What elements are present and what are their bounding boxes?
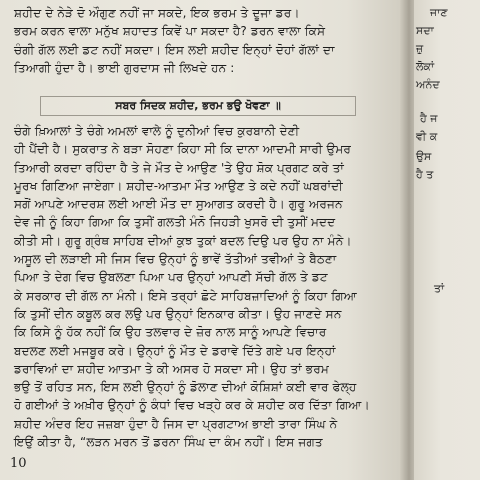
right-page: [414, 0, 480, 480]
right-fragment: ਜ਼ੁ: [416, 42, 424, 55]
right-fragment: ਜਾਣ: [430, 6, 448, 19]
right-fragment: ਹੈ ਜ: [420, 112, 438, 125]
page-number: 10: [10, 456, 27, 471]
right-fragment: ਲੋਕਾਂ: [416, 60, 435, 73]
right-fragment: ਉਸ: [416, 150, 432, 163]
right-fragment: ਸਦਾ: [416, 24, 434, 37]
right-fragment: ਤਾਂ: [434, 282, 445, 295]
right-fragment: ਅਨੰਦ: [416, 78, 440, 91]
paragraph-2: ਚੰਗੇ ਖ਼ਿਆਲਾਂ ਤੇ ਚੰਗੇ ਅਮਲਾਂ ਵਾਲੇ ਨੂੰ ਦੁਨੀਆਂ ਵਿਚ ਕੁਰਬਾਨੀ ਦੇਣੀ ਹੀ ਪੈਂਦੀ ਹੈ। ਸੁਕਰਾਤ ਨੇ ਬੜਾ ਸੋਹਣਾ ਕਿਹਾ ਸੀ ਕਿ ਦਾਨਾ ਆਦਮੀ ਸਾਰੀ ਉਮਰ ਤਿਆਰੀ ਕਰਦਾ ਰਹਿੰਦਾ ਹੈ ਤੇ ਜੇ ਮੌਤ ਦੇ ਆਉਣ 'ਤੇ ਉਹ ਸ਼ੋਕ ਪ੍ਰਗਟ ਕਰੇ ਤਾਂ ਮੂਰਖ ਗਿਣਿਆ ਜਾਏਗਾ। ਸ਼ਹੀਦ-ਆਤਮਾ ਮੌਤ ਆਉਣ ਤੇ ਕਦੇ ਨਹੀਂ ਘਬਰਾਂਦੀ ਸਗੋਂ ਆਪਣੇ ਆਦਰਸ਼ ਲਈ ਆਈ ਮੌਤ ਦਾ ਸੁਆਗਤ ਕਰਦੀ ਹੈ। ਗੁਰੂ ਅਰਜਨ ਦੇਵ ਜੀ ਨੂੰ ਕਿਹਾ ਗਿਆ ਕਿ ਤੁਸੀਂ ਗਲਤੀ ਮੰਨੋ ਜਿਹੜੀ ਖੁਸਰੋ ਦੀ ਤੁਸੀਂ ਮਦਦ ਕੀਤੀ ਸੀ। ਗੁਰੂ ਗ੍ਰੰਥ ਸਾਹਿਬ ਦੀਆਂ ਕੁਝ ਤੁਕਾਂ ਬਦਲ ਦਿਉ ਪਰ ਉਹ ਨਾ ਮੰਨੇ। ਅਸੂਲ ਦੀ ਲੜਾਈ ਸੀ ਜਿਸ ਵਿਚ ਉਨ੍ਹਾਂ ਨੂੰ ਭਾਵੇਂ ਤੱਤੀਆਂ ਤਵੀਆਂ ਤੇ ਬੈਠਣਾ ਪਿਆ ਤੇ ਦੇਗ ਵਿਚ ਉਬਲਣਾ ਪਿਆ ਪਰ ਉਨ੍ਹਾਂ ਆਪਣੀ ਸੱਚੀ ਗੱਲ ਤੇ ਡਟ ਕੇ ਸਰਕਾਰ ਦੀ ਗੱਲ ਨਾ ਮੰਨੀ। ਇਸੇ ਤਰ੍ਹਾਂ ਛੋਟੇ ਸਾਹਿਬਜ਼ਾਦਿਆਂ ਨੂੰ ਕਿਹਾ ਗਿਆ ਕਿ ਤੁਸੀਂ ਦੀਨ ਕਬੂਲ ਕਰ ਲਉ ਪਰ ਉਨ੍ਹਾਂ ਇਨਕਾਰ ਕੀਤਾ। ਉਹ ਜਾਣਦੇ ਸਨ ਕਿ ਕਿਸੇ ਨੂੰ ਹੱਕ ਨਹੀਂ ਕਿ ਉਹ ਤਲਵਾਰ ਦੇ ਜ਼ੋਰ ਨਾਲ ਸਾਨੂੰ ਆਪਣੇ ਵਿਚਾਰ ਬਦਲਣ ਲਈ ਮਜਬੂਰ ਕਰੇ। ਉਨ੍ਹਾਂ ਨੂੰ ਮੌਤ ਦੇ ਡਰਾਵੇ ਦਿੱਤੇ ਗਏ ਪਰ ਇਨ੍ਹਾਂ ਡਰਾਵਿਆਂ ਦਾ ਸ਼ਹੀਦ ਆਤਮਾ ਤੇ ਕੀ ਅਸਰ ਹੋ ਸਕਦਾ ਸੀ। ਉਹ ਤਾਂ ਭਰਮ ਭਉ ਤੋਂ ਰਹਿਤ ਸਨ, ਇਸ ਲਈ ਉਨ੍ਹਾਂ ਨੂੰ ਡੋਲਾਣ ਦੀਆਂ ਕੋਸ਼ਿਸ਼ਾਂ ਕਈ ਵਾਰ ਫੇਲ੍ਹ ਹੋ ਗਈਆਂ ਤੇ ਅਖ਼ੀਰ ਉਨ੍ਹਾਂ ਨੂੰ ਕੰਧਾਂ ਵਿਚ ਖੜ੍ਹੇ ਕਰ ਕੇ ਸ਼ਹੀਦ ਕਰ ਦਿੱਤਾ ਗਿਆ। ਸ਼ਹੀਦ ਅੰਦਰ ਇਹ ਜਜ਼ਬਾ ਹੁੰਦਾ ਹੈ ਜਿਸ ਦਾ ਪ੍ਰਗਟਾਅ ਭਾਈ ਤਾਰਾ ਸਿੰਘ ਨੇ ਇਉਂ ਕੀਤਾ ਹੈ, “ਲੜਨ ਮਰਨ ਤੋਂ ਡਰਨਾ ਸਿੰਘ ਦਾ ਕੰਮ ਨਹੀਂ। ਇਸ ਜਗਤ: [14, 124, 370, 450]
right-fragment: ਹੈ ਤ: [416, 168, 434, 181]
paragraph-1: ਸ਼ਹੀਦ ਦੇ ਨੇੜੇ ਦੋ ਔਗੁਣ ਨਹੀਂ ਜਾ ਸਕਦੇ, ਇਕ ਭਰਮ ਤੇ ਦੂਜਾ ਡਰ। ਭਰਮ ਕਰਨ ਵਾਲਾ ਮਨੁੱਖ ਸ਼ਹਾਦਤ ਕਿਵੇਂ ਪਾ ਸਕਦਾ ਹੈ? ਡਰਨ ਵਾਲਾ ਕਿਸੇ ਚੰਗੀ ਗੱਲ ਲਈ ਡਟ ਨਹੀਂ ਸਕਦਾ। ਇਸ ਲਈ ਸ਼ਹੀਦ ਇਨ੍ਹਾਂ ਦੋਹਾਂ ਗੱਲਾਂ ਦਾ ਤਿਆਗੀ ਹੁੰਦਾ ਹੈ। ਭਾਈ ਗੁਰਦਾਸ ਜੀ ਲਿਖਦੇ ਹਨ :: [14, 6, 335, 75]
right-fragment: ਵੀ ਕ: [416, 130, 438, 143]
quote-box: ਸਬਰ ਸਿਦਕ ਸ਼ਹੀਦ, ਭਰਮ ਭਉ ਖੋਵਣਾ ॥: [40, 96, 356, 116]
